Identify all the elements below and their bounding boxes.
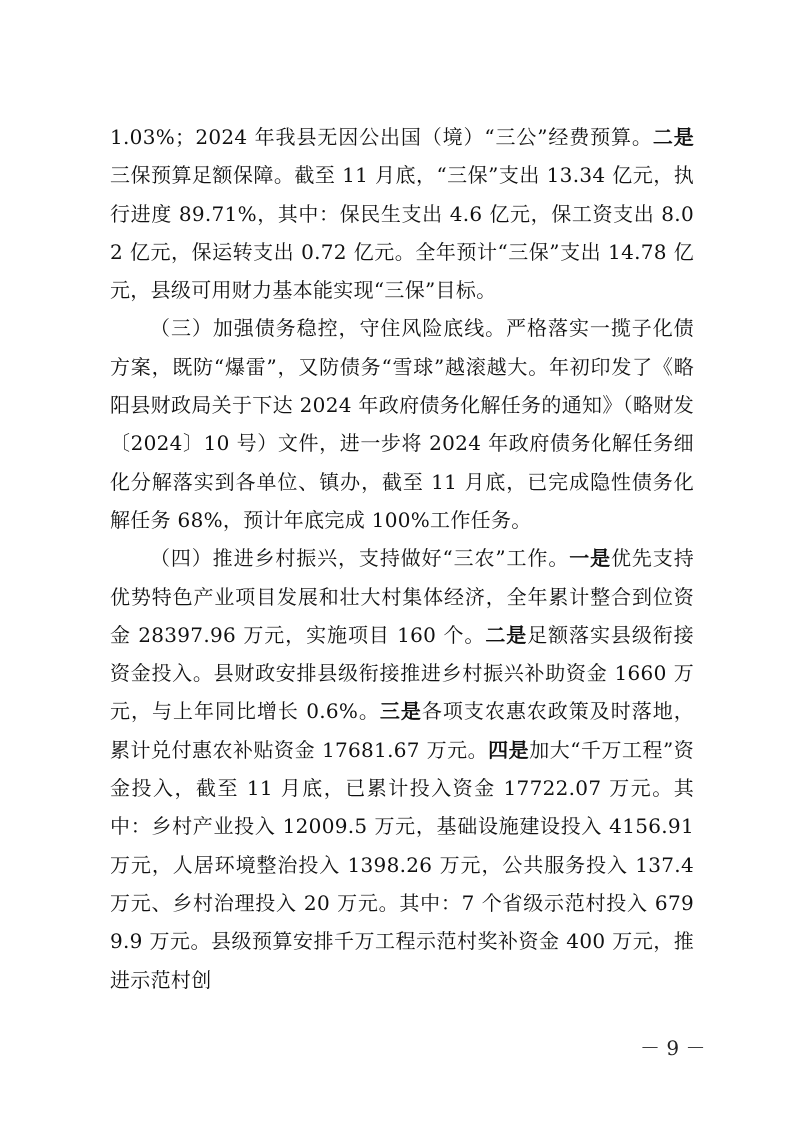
paragraph-debt: [110, 309, 694, 539]
paragraph-text: 优先支持优势特色产业项目发展和壮大村集体经济，全年累计整合到位资金 28397.96 万元，实施项目 160 个。: [110, 546, 694, 647]
paragraph-text: 各项支农惠农政策及时落地，累计兑付惠农补贴资金 17681.67 万元。: [110, 699, 694, 762]
paragraph-text: （三）加强债务稳控，守住风险底线。严格落实一揽子化债方案，既防“爆雷”，又防债务“雪球”越滚越大。年初印发了《略阳县财政局关于下达 2024 年政府债务化解任务的通知》（略财发〔2024〕10 号）文件，进一步将 2024 年政府债务化解任务细化分解落实到各单位、镇办，截至 11 月底，已完成隐性债务化解任务 68%，预计年底完成 100%工作任务。: [110, 316, 694, 532]
page-number: － 9 －: [640, 1036, 706, 1060]
emphasis-label: 二是: [485, 622, 528, 647]
paragraph-text: 三保预算足额保障。截至 11 月底，“三保”支出 13.34 亿元，执行进度 89.71%，其中：保民生支出 4.6 亿元，保工资支出 8.02 亿元，保运转支出 0.72 亿元。全年预计“三保”支出 14.78 亿元，县级可用财力基本能实现“三保”目标。: [110, 163, 694, 303]
paragraph-text: （四）推进乡村振兴，支持做好“三农”工作。: [150, 546, 570, 571]
document-body: [110, 118, 694, 999]
paragraph-rural: [110, 539, 694, 999]
emphasis-label: 三是: [379, 699, 422, 724]
paragraph-sanbao: [110, 118, 694, 309]
emphasis-label: 四是: [488, 737, 530, 762]
paragraph-text: 足额落实县级衔接资金投入。县财政安排县级衔接推进乡村振兴补助资金 1660 万元，与上年同比增长 0.6%。: [110, 622, 694, 724]
emphasis-label: 一是: [569, 546, 612, 571]
emphasis-label: 二是: [652, 125, 694, 149]
paragraph-text: 1.03%；2024 年我县无因公出国（境）“三公”经费预算。: [110, 125, 653, 149]
paragraph-text: 加大“千万工程”资金投入，截至 11 月底，已累计投入资金 17722.07 万元。其中：乡村产业投入 12009.5 万元，基础设施建设投入 4156.91 万元，人居环境整治投入 1398.26 万元，公共服务投入 137.4 万元、乡村治理投入 20 万元。其中：7 个省级示范村投入 6799.9 万元。县级预算安排千万工程示范村奖补资金 400 万元，推进示范村创: [110, 737, 694, 992]
